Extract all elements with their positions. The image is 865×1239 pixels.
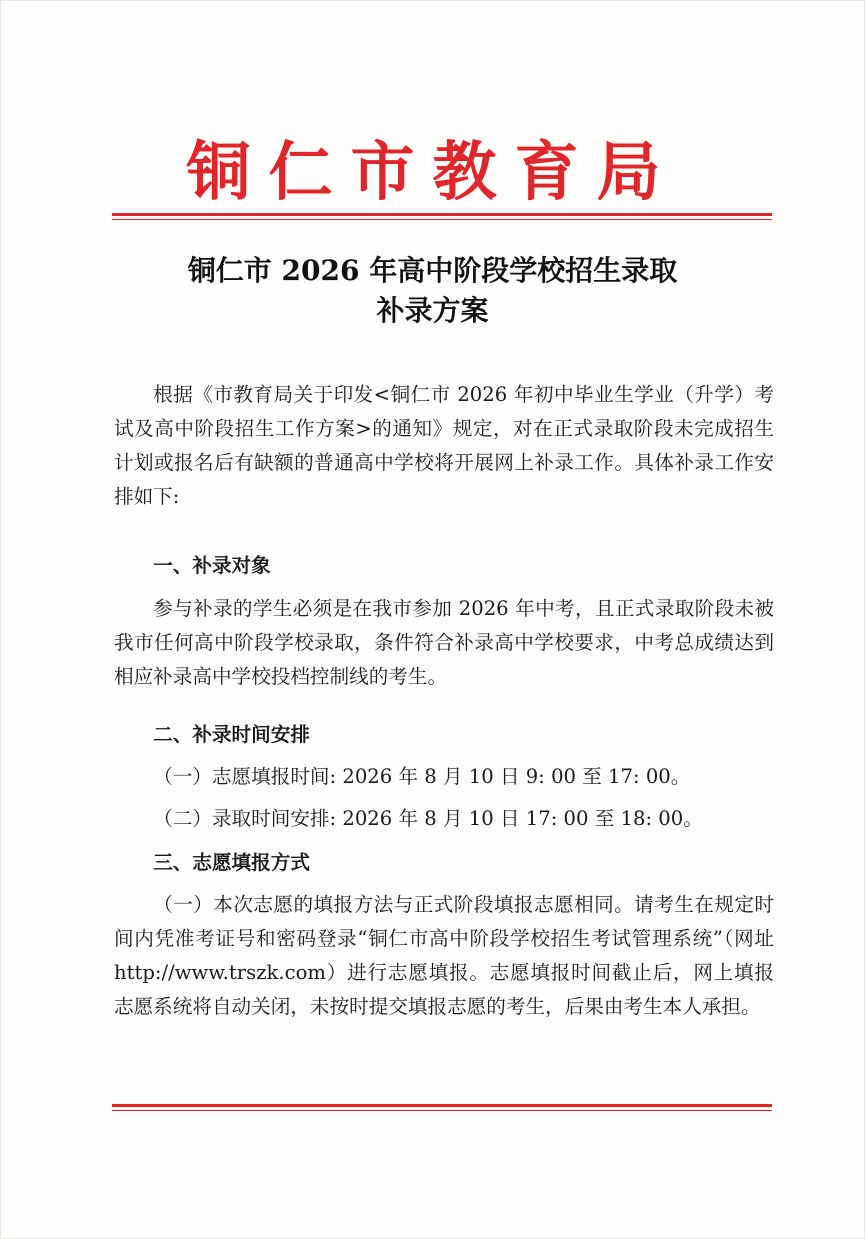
footer-red-rule-thick	[112, 1104, 772, 1107]
section3-heading: 三、志愿填报方式	[153, 851, 310, 874]
section2-item1: （一）志愿填报时间: 2026 年 8 月 10 日 9: 00 至 17: 00。	[153, 765, 691, 788]
intro-paragraph: 根据《市教育局关于印发<铜仁市 2026 年初中毕业生学业（升学）考试及高中阶段招生工作方案>的通知》规定，对在正式录取阶段未完成招生计划或报名后有缺额的普通高中学校将开展网上补录工作。具体补录工作安排如下:	[114, 383, 774, 508]
section1-paragraph: 参与补录的学生必须是在我市参加 2026 年中考，且正式录取阶段未被我市任何高中阶段学校录取，条件符合补录高中学校要求，中考总成绩达到相应补录高中学校投档控制线的考生。	[114, 597, 774, 688]
section2-heading: 二、补录时间安排	[153, 723, 310, 746]
section1-heading: 一、补录对象	[153, 554, 271, 577]
footer-red-rule-thin	[112, 1110, 772, 1111]
section2-item2: （二）录取时间安排: 2026 年 8 月 10 日 17: 00 至 18: 00。	[153, 807, 703, 830]
header-red-rule-thin	[112, 219, 772, 220]
header-red-rule-thick	[112, 213, 772, 216]
section3-paragraph: （一）本次志愿的填报方法与正式阶段填报志愿相同。请考生在规定时间内凭准考证号和密码登录“铜仁市高中阶段学校招生考试管理系统”（网址 http://www.trszk.com）进行志愿填报。志愿填报时间截止后，网上填报志愿系统将自动关闭，未按时提交填报志愿的考生，后果由考生本人承担。	[114, 893, 774, 1018]
issuing-authority-header: 铜仁市教育局	[186, 135, 679, 210]
document-title-line2: 补录方案	[376, 294, 489, 327]
document-title-line1: 铜仁市 2026 年高中阶段学校招生录取	[187, 254, 678, 287]
